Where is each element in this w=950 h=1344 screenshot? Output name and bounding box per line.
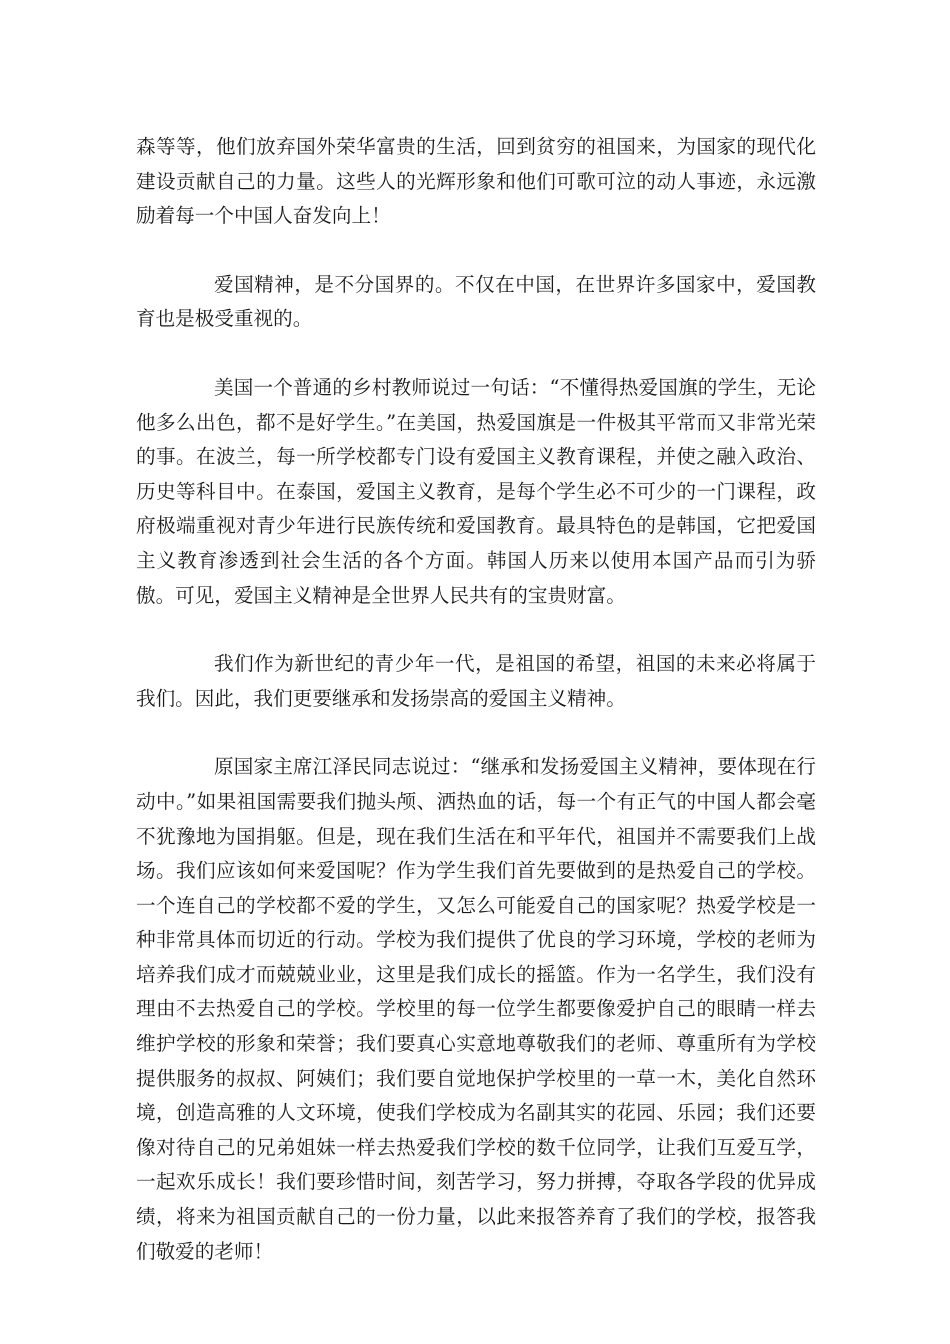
document-page: [136, 130, 816, 1303]
paragraph-4: 我们作为新世纪的青少年一代，是祖国的希望，祖国的未来必将属于我们。因此，我们更要继承和发扬崇高的爱国主义精神。: [136, 652, 816, 710]
paragraph-3: 美国一个普通的乡村教师说过一句话：“不懂得热爱国旗的学生，无论他多么出色，都不是好学生。”在美国，热爱国旗是一件极其平常而又非常光荣的事。在波兰，每一所学校都专门设有爱国主义教育课程，并使之融入政治、历史等科目中。在泰国，爱国主义教育，是每个学生必不可少的一门课程，政府极端重视对青少年进行民族传统和爱国教育。最具特色的是韩国，它把爱国主义教育渗透到社会生活的各个方面。韩国人历来以使用本国产品而引为骄傲。可见，爱国主义精神是全世界人民共有的宝贵财富。: [136, 375, 816, 607]
paragraph-1: 森等等，他们放弃国外荣华富贵的生活，回到贫穷的祖国来，为国家的现代化建设贡献自己的力量。这些人的光辉形象和他们可歌可泣的动人事迹，永远激励着每一个中国人奋发向上！: [136, 135, 816, 228]
paragraph-2: 爱国精神，是不分国界的。不仅在中国，在世界许多国家中，爱国教育也是极受重视的。: [136, 272, 816, 331]
paragraph-5: 原国家主席江泽民同志说过：“继承和发扬爱国主义精神，要体现在行动中。”如果祖国需要我们抛头颅、洒热血的话，每一个有正气的中国人都会毫不犹豫地为国捐躯。但是，现在我们生活在和平年代，祖国并不需要我们上战场。我们应该如何来爱国呢？作为学生我们首先要做到的是热爱自己的学校。一个连自己的学校都不爱的学生，又怎么可能爱自己的国家呢？热爱学校是一种非常具体而切近的行动。学校为我们提供了优良的学习环境，学校的老师为培养我们成才而兢兢业业，这里是我们成长的摇篮。作为一名学生，我们没有理由不去热爱自己的学校。学校里的每一位学生都要像爱护自己的眼睛一样去维护学校的形象和荣誉；我们要真心实意地尊敬我们的老师、尊重所有为学校提供服务的叔叔、阿姨们；我们要自觉地保护学校里的一草一木，美化自然环境，创造高雅的人文环境，使我们学校成为名副其实的花园、乐园；我们还要像对待自己的兄弟姐妹一样去热爱我们学校的数千位同学，让我们互爱互学，一起欢乐成长！我们要珍惜时间，刻苦学习，努力拼搏，夺取各学段的优异成绩，将来为祖国贡献自己的一份力量，以此来报答养育了我们的学校，报答我们敬爱的老师！: [136, 755, 816, 1263]
